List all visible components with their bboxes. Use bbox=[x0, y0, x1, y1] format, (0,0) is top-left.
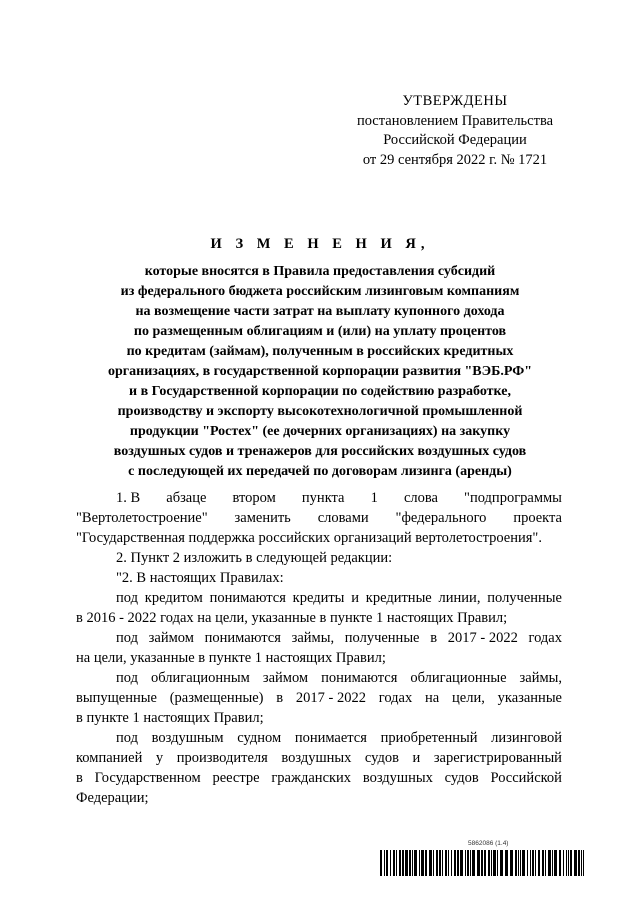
paragraph-1-line-2 bbox=[76, 508, 562, 528]
subtitle-line: по кредитам (займам), полученным в российских кредитных bbox=[126, 344, 514, 359]
subtitle-line: и в Государственной корпорации по содействию разработке, bbox=[129, 384, 511, 399]
paragraph-6-line-2 bbox=[76, 688, 562, 708]
barcode-bar bbox=[393, 850, 395, 876]
word: 2017 - 2022 bbox=[295, 690, 366, 706]
word: производителя bbox=[176, 750, 268, 766]
word: судном bbox=[237, 730, 282, 746]
word: абзаце bbox=[166, 490, 207, 506]
word: зарегистрированный bbox=[433, 750, 562, 766]
word: понимаются bbox=[321, 670, 398, 686]
barcode-bar bbox=[419, 850, 420, 876]
subtitle-line: воздушных судов и тренажеров для российских воздушных судов bbox=[113, 444, 527, 459]
word: компанией bbox=[76, 750, 143, 766]
word: (размещенные) bbox=[169, 690, 264, 706]
barcode-bar bbox=[520, 850, 521, 876]
word: 2017 - 2022 bbox=[447, 630, 518, 646]
word: заменить bbox=[234, 510, 291, 526]
document-subtitle bbox=[60, 262, 580, 482]
word: кредитные bbox=[365, 590, 432, 606]
barcode-bar bbox=[527, 850, 528, 876]
barcode-bar bbox=[384, 850, 385, 876]
paragraph-5-line-2: на цели, указанные в пункте 1 настоящих Правил; bbox=[76, 650, 386, 666]
barcode-bar bbox=[574, 850, 577, 876]
barcode-bar bbox=[436, 850, 438, 876]
barcode-bar bbox=[386, 850, 388, 876]
word: "подпрограммы bbox=[464, 490, 562, 506]
approval-heading: УТВЕРЖДЕНЫ bbox=[402, 93, 508, 109]
barcode-bar bbox=[566, 850, 567, 876]
barcode-bar bbox=[457, 850, 459, 876]
barcode-bar bbox=[402, 850, 404, 876]
word: займы, bbox=[291, 630, 335, 646]
word: 1 bbox=[370, 490, 378, 506]
paragraph-7-line-4: Федерации; bbox=[76, 790, 149, 806]
word: словами bbox=[317, 510, 369, 526]
word: "Вертолетостроение" bbox=[76, 510, 208, 526]
word: судов bbox=[364, 750, 399, 766]
subtitle-line: которые вносятся в Правила предоставления субсидий bbox=[144, 264, 496, 279]
word: судов bbox=[444, 770, 479, 786]
barcode-bar bbox=[545, 850, 546, 876]
barcode-bar bbox=[518, 850, 519, 876]
paragraph-6-line-1 bbox=[76, 668, 562, 688]
barcode-bar bbox=[515, 850, 517, 876]
subtitle-line: с последующей их передачей по договорам лизинга (аренды) bbox=[128, 464, 512, 479]
word: под bbox=[116, 630, 138, 646]
barcode-bar bbox=[491, 850, 492, 876]
barcode-bar bbox=[414, 850, 417, 876]
barcode-bar bbox=[500, 850, 503, 876]
word: воздушных bbox=[362, 770, 433, 786]
barcode-bar bbox=[412, 850, 413, 876]
approval-stamp bbox=[330, 92, 580, 170]
word: 1. В bbox=[116, 490, 141, 506]
document-title: И З М Е Н Е Н И Я, bbox=[210, 236, 430, 252]
word: полученные bbox=[487, 590, 562, 606]
barcode-bar bbox=[497, 850, 498, 876]
word: займом bbox=[262, 670, 309, 686]
subtitle-line: из федерального бюджета российским лизинговым компаниям bbox=[120, 284, 520, 299]
word: Российской bbox=[490, 770, 562, 786]
word: втором bbox=[232, 490, 276, 506]
word: указанные bbox=[497, 690, 562, 706]
barcode-bar bbox=[445, 850, 447, 876]
barcode-bar bbox=[484, 850, 486, 876]
word: лизинговой bbox=[491, 730, 562, 746]
paragraph-2: 2. Пункт 2 изложить в следующей редакции: bbox=[116, 550, 393, 566]
paragraph-1-line-3: "Государственная поддержка российских организаций вертолетостроения". bbox=[76, 530, 542, 546]
barcode bbox=[380, 850, 584, 876]
barcode-bar bbox=[554, 850, 557, 876]
paragraph-7-line-3 bbox=[76, 768, 562, 788]
barcode-bar bbox=[470, 850, 471, 876]
word: в bbox=[276, 690, 284, 706]
barcode-bar bbox=[454, 850, 456, 876]
word: в bbox=[430, 630, 438, 646]
word: воздушным bbox=[151, 730, 224, 746]
barcode-bar bbox=[570, 850, 572, 876]
barcode-bar bbox=[510, 850, 513, 876]
barcode-bar bbox=[472, 850, 475, 876]
word: на bbox=[425, 690, 440, 706]
barcode-bar bbox=[421, 850, 424, 876]
barcode-bar bbox=[535, 850, 536, 876]
subtitle-line: на возмещение части затрат на выплату купонного дохода bbox=[135, 304, 505, 319]
barcode-bar bbox=[399, 850, 401, 876]
word: под bbox=[116, 730, 138, 746]
word: годах bbox=[528, 630, 562, 646]
barcode-bar bbox=[439, 850, 441, 876]
barcode-bar bbox=[448, 850, 449, 876]
barcode-bar bbox=[559, 850, 561, 876]
word: понимаются bbox=[204, 630, 281, 646]
barcode-bar bbox=[578, 850, 580, 876]
barcode-bar bbox=[505, 850, 508, 876]
subtitle-line: по размещенным облигациям и (или) на уплату процентов bbox=[133, 324, 507, 339]
subtitle-line: продукции "Ростех" (ее дочерних организациях) на закупку bbox=[129, 424, 511, 439]
approval-line-2: Российской Федерации bbox=[383, 132, 527, 148]
word: кредитом bbox=[144, 590, 203, 606]
word: гражданских bbox=[271, 770, 352, 786]
barcode-bar bbox=[390, 850, 391, 876]
word: и bbox=[351, 590, 359, 606]
barcode-bar bbox=[451, 850, 452, 876]
word: у bbox=[155, 750, 164, 766]
word: цели, bbox=[452, 690, 485, 706]
word: годах bbox=[378, 690, 413, 706]
barcode-bar bbox=[552, 850, 553, 876]
word: пункта bbox=[301, 490, 345, 506]
paragraph-1-line-1 bbox=[76, 488, 562, 508]
barcode-bar bbox=[429, 850, 432, 876]
barcode-bar bbox=[581, 850, 582, 876]
barcode-bar bbox=[396, 850, 397, 876]
barcode-bar bbox=[493, 850, 496, 876]
word: понимаются bbox=[209, 590, 286, 606]
paragraph-7-line-1 bbox=[76, 728, 562, 748]
paragraph-7-line-2 bbox=[76, 748, 562, 768]
barcode-bar bbox=[442, 850, 443, 876]
word: займом bbox=[148, 630, 194, 646]
barcode-bar bbox=[409, 850, 411, 876]
paragraph-6-line-3: в пункте 1 настоящих Правил; bbox=[76, 710, 264, 726]
barcode-bar bbox=[538, 850, 540, 876]
barcode-bar bbox=[477, 850, 480, 876]
word: воздушных bbox=[281, 750, 352, 766]
word: линии, bbox=[438, 590, 481, 606]
word: Государственном bbox=[94, 770, 201, 786]
approval-line-1: постановлением Правительства bbox=[356, 112, 554, 129]
word: под bbox=[116, 670, 138, 686]
word: слова bbox=[403, 490, 438, 506]
word: проекта bbox=[513, 510, 562, 526]
document-body bbox=[76, 488, 562, 808]
word: под bbox=[116, 590, 138, 606]
subtitle-line: организациях, в государственной корпорации развития "ВЭБ.РФ" bbox=[107, 364, 532, 379]
barcode-bar bbox=[522, 850, 525, 876]
word: займы, bbox=[519, 670, 562, 686]
paragraph-4-line-1 bbox=[76, 588, 562, 608]
barcode-bar bbox=[433, 850, 434, 876]
word: выпущенные bbox=[76, 690, 157, 706]
word: в bbox=[76, 770, 83, 786]
subtitle-line: производству и экспорту высокотехнологичной промышленной bbox=[117, 404, 523, 419]
barcode-bar bbox=[460, 850, 463, 876]
paragraph-5-line-1 bbox=[76, 628, 562, 648]
paragraph-4-line-2: в 2016 - 2022 годах на цели, указанные в пункте 1 настоящих Правил; bbox=[76, 610, 508, 626]
barcode-bar bbox=[405, 850, 408, 876]
word: "федерального bbox=[395, 510, 487, 526]
barcode-bar bbox=[465, 850, 466, 876]
barcode-bar bbox=[563, 850, 564, 876]
barcode-bar bbox=[425, 850, 427, 876]
barcode-bar bbox=[583, 850, 584, 876]
barcode-bar bbox=[380, 850, 382, 876]
barcode-bar bbox=[488, 850, 490, 876]
approval-line-3: от 29 сентября 2022 г. № 1721 bbox=[362, 151, 548, 168]
barcode-bar bbox=[568, 850, 569, 876]
barcode-bar bbox=[481, 850, 483, 876]
word: понимается bbox=[294, 730, 367, 746]
barcode-bar bbox=[530, 850, 531, 876]
barcode-bar bbox=[467, 850, 469, 876]
word: полученные bbox=[344, 630, 420, 646]
word: облигационным bbox=[150, 670, 250, 686]
word: приобретенный bbox=[380, 730, 478, 746]
paragraph-3: "2. В настоящих Правилах: bbox=[116, 570, 284, 586]
barcode-bar bbox=[532, 850, 534, 876]
barcode-bar bbox=[542, 850, 544, 876]
document-id: 5862086 (1.4) bbox=[468, 840, 509, 847]
word: облигационные bbox=[410, 670, 507, 686]
word: и bbox=[412, 750, 421, 766]
word: кредиты bbox=[292, 590, 345, 606]
word: реестре bbox=[212, 770, 260, 786]
barcode-bar bbox=[548, 850, 551, 876]
